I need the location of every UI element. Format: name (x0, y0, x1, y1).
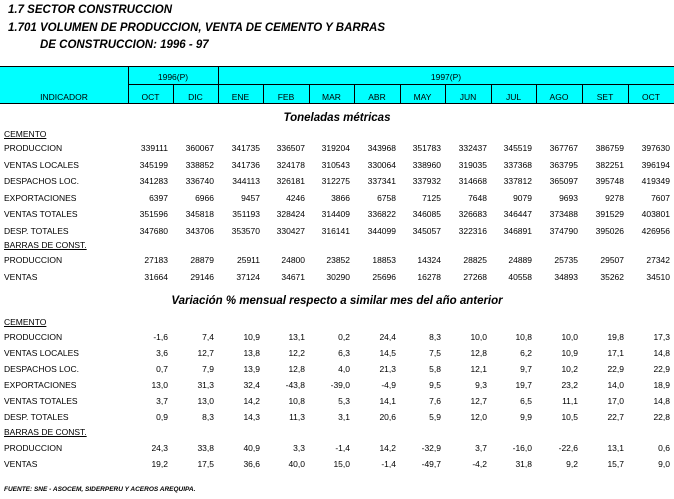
table-cell: 10,2 (561, 364, 578, 374)
table-cell: 360067 (185, 143, 214, 153)
table-cell: 8,3 (202, 412, 214, 422)
table-cell: 338960 (412, 159, 441, 170)
header-divider (628, 84, 629, 104)
group-label-cement: CEMENTO (4, 317, 47, 327)
table-cell: 20,6 (379, 412, 396, 422)
table-cell: 24,4 (379, 332, 396, 342)
header-bottom-border (0, 103, 674, 104)
table-cell: 344113 (232, 176, 260, 186)
table-cell: 14,1 (379, 396, 396, 406)
table-cell: 6,2 (520, 348, 532, 358)
table-cell: 363795 (549, 159, 578, 170)
table-cell: 5,3 (338, 396, 350, 406)
header-divider (354, 84, 355, 104)
row-label: EXPORTACIONES (4, 192, 77, 203)
table-cell: 27183 (144, 255, 168, 265)
table-cell: 0,2 (338, 332, 350, 342)
table-cell: 12,7 (470, 396, 487, 406)
table-cell: 326181 (276, 176, 305, 186)
header-month: ABR (368, 92, 386, 102)
group-label-bars: BARRAS DE CONST. (4, 427, 87, 437)
table-cell: 395026 (595, 225, 624, 236)
table-cell: 22,9 (607, 364, 624, 374)
table-cell: 337932 (412, 176, 441, 186)
table-header (0, 66, 674, 104)
table-cell: 32,4 (243, 380, 260, 390)
table-row (0, 143, 674, 157)
table-cell: 341283 (139, 176, 168, 186)
header-month: FEB (277, 92, 295, 102)
table-cell: 346085 (412, 209, 441, 219)
table-row (0, 160, 674, 174)
table-cell: 10,9 (243, 332, 260, 342)
table-row (0, 272, 674, 286)
table-cell: 10,8 (515, 332, 532, 342)
source-footnote: FUENTE: SNE - ASOCEM, SIDERPERU Y ACEROS AREQUIPA. (4, 486, 196, 493)
header-year-1997: 1997(P) (430, 72, 462, 82)
table-cell: 0,6 (658, 443, 670, 453)
header-divider (445, 84, 446, 104)
table-cell: 22,8 (653, 412, 670, 422)
table-cell: 31,8 (515, 459, 532, 469)
section-number-title: 1.7 SECTOR CONSTRUCCION (8, 4, 173, 16)
table-cell: 24,3 (151, 443, 168, 453)
table-cell: 7607 (651, 192, 670, 203)
table-cell: 403801 (641, 209, 670, 219)
table-row (0, 396, 674, 410)
header-month: SET (596, 92, 614, 102)
table-cell: 13,1 (607, 443, 624, 453)
table-cell: 382251 (595, 159, 624, 170)
header-month: OCT (141, 92, 160, 102)
table-cell: 7,6 (429, 396, 441, 406)
table-cell: 3866 (331, 192, 350, 203)
table-cell: 34671 (281, 271, 305, 282)
table-cell: 346447 (503, 209, 532, 219)
table-cell: 10,5 (561, 412, 578, 422)
table-cell: -49,7 (421, 459, 441, 469)
table-cell: 9278 (605, 192, 624, 203)
table-cell: 365097 (549, 176, 578, 186)
row-label: DESP. TOTALES (4, 412, 69, 422)
table-cell: 25911 (236, 255, 260, 265)
table-cell: 9,0 (658, 459, 670, 469)
table-cell: 336822 (367, 209, 396, 219)
row-label: PRODUCCION (4, 143, 63, 153)
header-divider (309, 84, 310, 104)
table-cell: 31,3 (197, 380, 214, 390)
table-cell: 9,9 (520, 412, 532, 422)
table-cell: 353570 (231, 225, 260, 236)
header-divider (491, 84, 492, 104)
table-subtitle: DE CONSTRUCCION: 1996 - 97 (40, 39, 209, 51)
table-row (0, 380, 674, 394)
row-label: VENTAS (4, 459, 38, 469)
table-cell: 386759 (595, 143, 624, 153)
table-cell: 6,3 (338, 348, 350, 358)
table-cell: 18853 (372, 255, 396, 265)
table-cell: 0,7 (156, 364, 168, 374)
table-cell: 6966 (195, 192, 214, 203)
table-row (0, 209, 674, 223)
table-cell: -4,9 (381, 380, 396, 390)
row-label: PRODUCCION (4, 443, 63, 453)
table-cell: 12,8 (288, 364, 305, 374)
table-row (0, 364, 674, 378)
table-cell: 3,7 (475, 443, 487, 453)
table-cell: 312275 (321, 176, 350, 186)
table-cell: 13,9 (243, 364, 260, 374)
table-row (0, 348, 674, 362)
row-label: VENTAS LOCALES (4, 348, 79, 358)
table-cell: 6,5 (520, 396, 532, 406)
row-label: VENTAS (4, 271, 38, 282)
table-cell: 14,3 (243, 412, 260, 422)
table-cell: 5,8 (429, 364, 441, 374)
table-cell: 3,6 (156, 348, 168, 358)
table-row (0, 193, 674, 207)
table-cell: 346891 (503, 225, 532, 236)
header-month: ENE (231, 92, 250, 102)
table-cell: 13,0 (151, 380, 168, 390)
table-cell: 8,3 (429, 332, 441, 342)
table-cell: 25696 (372, 271, 396, 282)
table-cell: 19,2 (151, 459, 168, 469)
table-cell: 13,0 (197, 396, 214, 406)
section-title-variation: Variación % mensual respecto a similar mes del año anterior (171, 295, 503, 307)
table-cell: 22,7 (607, 412, 624, 422)
table-cell: 18,9 (653, 380, 670, 390)
table-cell: -1,4 (381, 459, 396, 469)
table-cell: 336507 (276, 143, 305, 153)
header-divider (128, 66, 129, 104)
table-cell: 23,2 (561, 380, 578, 390)
header-month: OCT (642, 92, 660, 102)
table-cell: 6397 (149, 192, 168, 203)
section-title-tonnes: Toneladas métricas (283, 112, 391, 124)
table-cell: 9,3 (475, 380, 487, 390)
table-cell: 9,7 (520, 364, 532, 374)
table-cell: 37124 (236, 271, 260, 282)
table-cell: 351193 (232, 209, 260, 219)
table-cell: 345057 (412, 225, 441, 236)
table-cell: 30290 (326, 271, 350, 282)
header-mid-border (128, 84, 674, 85)
table-cell: -4,2 (472, 459, 487, 469)
table-cell: 319204 (321, 143, 350, 153)
table-cell: 11,3 (289, 412, 305, 422)
row-label: EXPORTACIONES (4, 380, 77, 390)
table-title: 1.701 VOLUMEN DE PRODUCCION, VENTA DE CEMENTO Y BARRAS (8, 22, 386, 34)
table-cell: 17,0 (607, 396, 624, 406)
table-cell: 374790 (549, 225, 578, 236)
table-cell: 24800 (281, 255, 305, 265)
table-cell: 14,2 (243, 396, 260, 406)
table-cell: -1,4 (335, 443, 350, 453)
header-divider (400, 84, 401, 104)
table-cell: 11,1 (562, 396, 578, 406)
table-cell: 9079 (513, 192, 532, 203)
table-cell: 23852 (326, 255, 350, 265)
row-label: DESPACHOS LOC. (4, 364, 79, 374)
table-cell: 4246 (286, 192, 305, 203)
table-cell: 31664 (144, 271, 168, 282)
table-cell: 27268 (463, 271, 487, 282)
table-cell: 6758 (377, 192, 396, 203)
table-cell: 397630 (641, 143, 670, 153)
table-cell: -43,8 (285, 380, 305, 390)
table-cell: 15,0 (333, 459, 350, 469)
table-cell: 10,8 (288, 396, 305, 406)
table-cell: 10,0 (561, 332, 578, 342)
table-cell: 345818 (185, 209, 214, 219)
table-cell: 35262 (600, 271, 624, 282)
table-cell: 27342 (646, 255, 670, 265)
table-cell: 28825 (463, 255, 487, 265)
table-cell: 326683 (458, 209, 487, 219)
table-cell: 343968 (367, 143, 396, 153)
table-cell: 40558 (508, 271, 532, 282)
table-cell: 7125 (422, 192, 441, 203)
table-cell: 40,9 (243, 443, 260, 453)
table-cell: 9693 (559, 192, 578, 203)
table-cell: 330064 (367, 159, 396, 170)
table-cell: 341735 (231, 143, 260, 153)
header-divider (173, 84, 174, 104)
table-cell: 4,0 (338, 364, 350, 374)
header-top-border (0, 66, 674, 67)
header-year-1996: 1996(P) (157, 72, 189, 82)
table-cell: 337368 (503, 159, 532, 170)
table-cell: 396194 (641, 159, 670, 170)
header-month: JUL (505, 92, 522, 102)
table-cell: 343706 (185, 225, 214, 236)
table-row (0, 443, 674, 457)
table-cell: 367767 (549, 143, 578, 153)
table-cell: 40,0 (288, 459, 305, 469)
table-cell: 7,9 (202, 364, 214, 374)
table-cell: 339111 (140, 143, 168, 153)
row-label: DESPACHOS LOC. (4, 176, 79, 186)
table-cell: 332437 (458, 143, 487, 153)
table-cell: 17,1 (607, 348, 624, 358)
table-cell: 12,7 (197, 348, 214, 358)
row-label: DESP. TOTALES (4, 225, 69, 236)
table-cell: 9,2 (566, 459, 578, 469)
row-label: PRODUCCION (4, 332, 63, 342)
table-cell: 426956 (641, 225, 670, 236)
table-cell: 29146 (190, 271, 214, 282)
row-label: VENTAS TOTALES (4, 209, 78, 219)
table-cell: 24889 (508, 255, 532, 265)
header-divider (582, 84, 583, 104)
table-cell: 14,8 (653, 348, 670, 358)
table-cell: 345519 (503, 143, 532, 153)
table-row (0, 226, 674, 240)
table-cell: 351596 (139, 209, 168, 219)
table-cell: 330427 (276, 225, 305, 236)
table-cell: 9,5 (429, 380, 441, 390)
table-cell: 14324 (417, 255, 441, 265)
table-cell: 5,9 (429, 412, 441, 422)
table-cell: -16,0 (512, 443, 532, 453)
table-cell: 328424 (276, 209, 305, 219)
table-cell: 7648 (468, 192, 487, 203)
table-cell: 34893 (554, 271, 578, 282)
table-cell: 373488 (549, 209, 578, 219)
table-cell: 19,8 (607, 332, 624, 342)
table-cell: 12,8 (470, 348, 487, 358)
table-cell: 337341 (367, 176, 396, 186)
header-divider (218, 66, 219, 104)
table-cell: 25735 (554, 255, 578, 265)
table-cell: 17,3 (653, 332, 670, 342)
table-cell: 13,8 (243, 348, 260, 358)
table-cell: 3,1 (338, 412, 350, 422)
table-cell: 16278 (417, 271, 441, 282)
table-cell: 29507 (600, 255, 624, 265)
group-label-bars: BARRAS DE CONST. (4, 240, 87, 250)
table-cell: -1,6 (153, 332, 168, 342)
table-row (0, 255, 674, 269)
header-month: JUN (459, 92, 477, 102)
table-cell: 7,5 (429, 348, 441, 358)
table-cell: 337812 (503, 176, 532, 186)
header-month: DIC (188, 92, 203, 102)
table-cell: 19,7 (515, 380, 532, 390)
table-cell: 341736 (231, 159, 260, 170)
table-cell: -39,0 (330, 380, 350, 390)
row-label: VENTAS LOCALES (4, 159, 79, 170)
table-cell: 14,5 (379, 348, 396, 358)
table-cell: 14,0 (607, 380, 624, 390)
table-cell: 15,7 (607, 459, 624, 469)
table-cell: 14,2 (379, 443, 396, 453)
table-cell: 310543 (321, 159, 350, 170)
table-cell: 12,2 (288, 348, 305, 358)
table-cell: 9457 (241, 192, 260, 203)
header-divider (263, 84, 264, 104)
table-cell: 319035 (458, 159, 487, 170)
table-cell: 345199 (139, 159, 168, 170)
header-indicator: INDICADOR (40, 92, 88, 102)
header-month: MAR (322, 92, 341, 102)
table-cell: 3,7 (156, 396, 168, 406)
table-cell: 22,9 (653, 364, 670, 374)
table-row (0, 459, 674, 473)
table-cell: 12,0 (470, 412, 487, 422)
table-cell: 36,6 (243, 459, 260, 469)
table-cell: 14,8 (653, 396, 670, 406)
table-cell: -32,9 (421, 443, 441, 453)
table-cell: 33,8 (197, 443, 214, 453)
table-cell: 338852 (185, 159, 214, 170)
header-month: MAY (413, 92, 432, 102)
table-cell: 391529 (595, 209, 624, 219)
table-cell: 3,3 (293, 443, 305, 453)
table-cell: 314668 (458, 176, 487, 186)
table-cell: 344099 (367, 225, 396, 236)
table-cell: 13,1 (288, 332, 305, 342)
table-row (0, 176, 674, 190)
table-row (0, 332, 674, 346)
group-label-cement: CEMENTO (4, 129, 47, 139)
table-cell: 12,1 (470, 364, 487, 374)
table-cell: 28879 (190, 255, 214, 265)
table-cell: 316141 (321, 225, 350, 236)
table-cell: 322316 (458, 225, 487, 236)
header-month: AGO (549, 92, 569, 102)
table-cell: 17,5 (197, 459, 214, 469)
table-cell: -22,6 (558, 443, 578, 453)
table-cell: 395748 (595, 176, 624, 186)
row-label: VENTAS TOTALES (4, 396, 78, 406)
row-label: PRODUCCION (4, 255, 63, 265)
table-cell: 314409 (321, 209, 350, 219)
table-cell: 10,9 (561, 348, 578, 358)
table-cell: 351783 (412, 143, 441, 153)
table-cell: 324178 (276, 159, 305, 170)
table-row (0, 412, 674, 426)
table-cell: 7,4 (202, 332, 214, 342)
table-cell: 0,9 (156, 412, 168, 422)
table-cell: 21,3 (379, 364, 396, 374)
table-cell: 419349 (641, 176, 670, 186)
table-cell: 336740 (185, 176, 214, 186)
header-divider (536, 84, 537, 104)
table-cell: 347680 (139, 225, 168, 236)
table-cell: 34510 (646, 271, 670, 282)
table-cell: 10,0 (470, 332, 487, 342)
